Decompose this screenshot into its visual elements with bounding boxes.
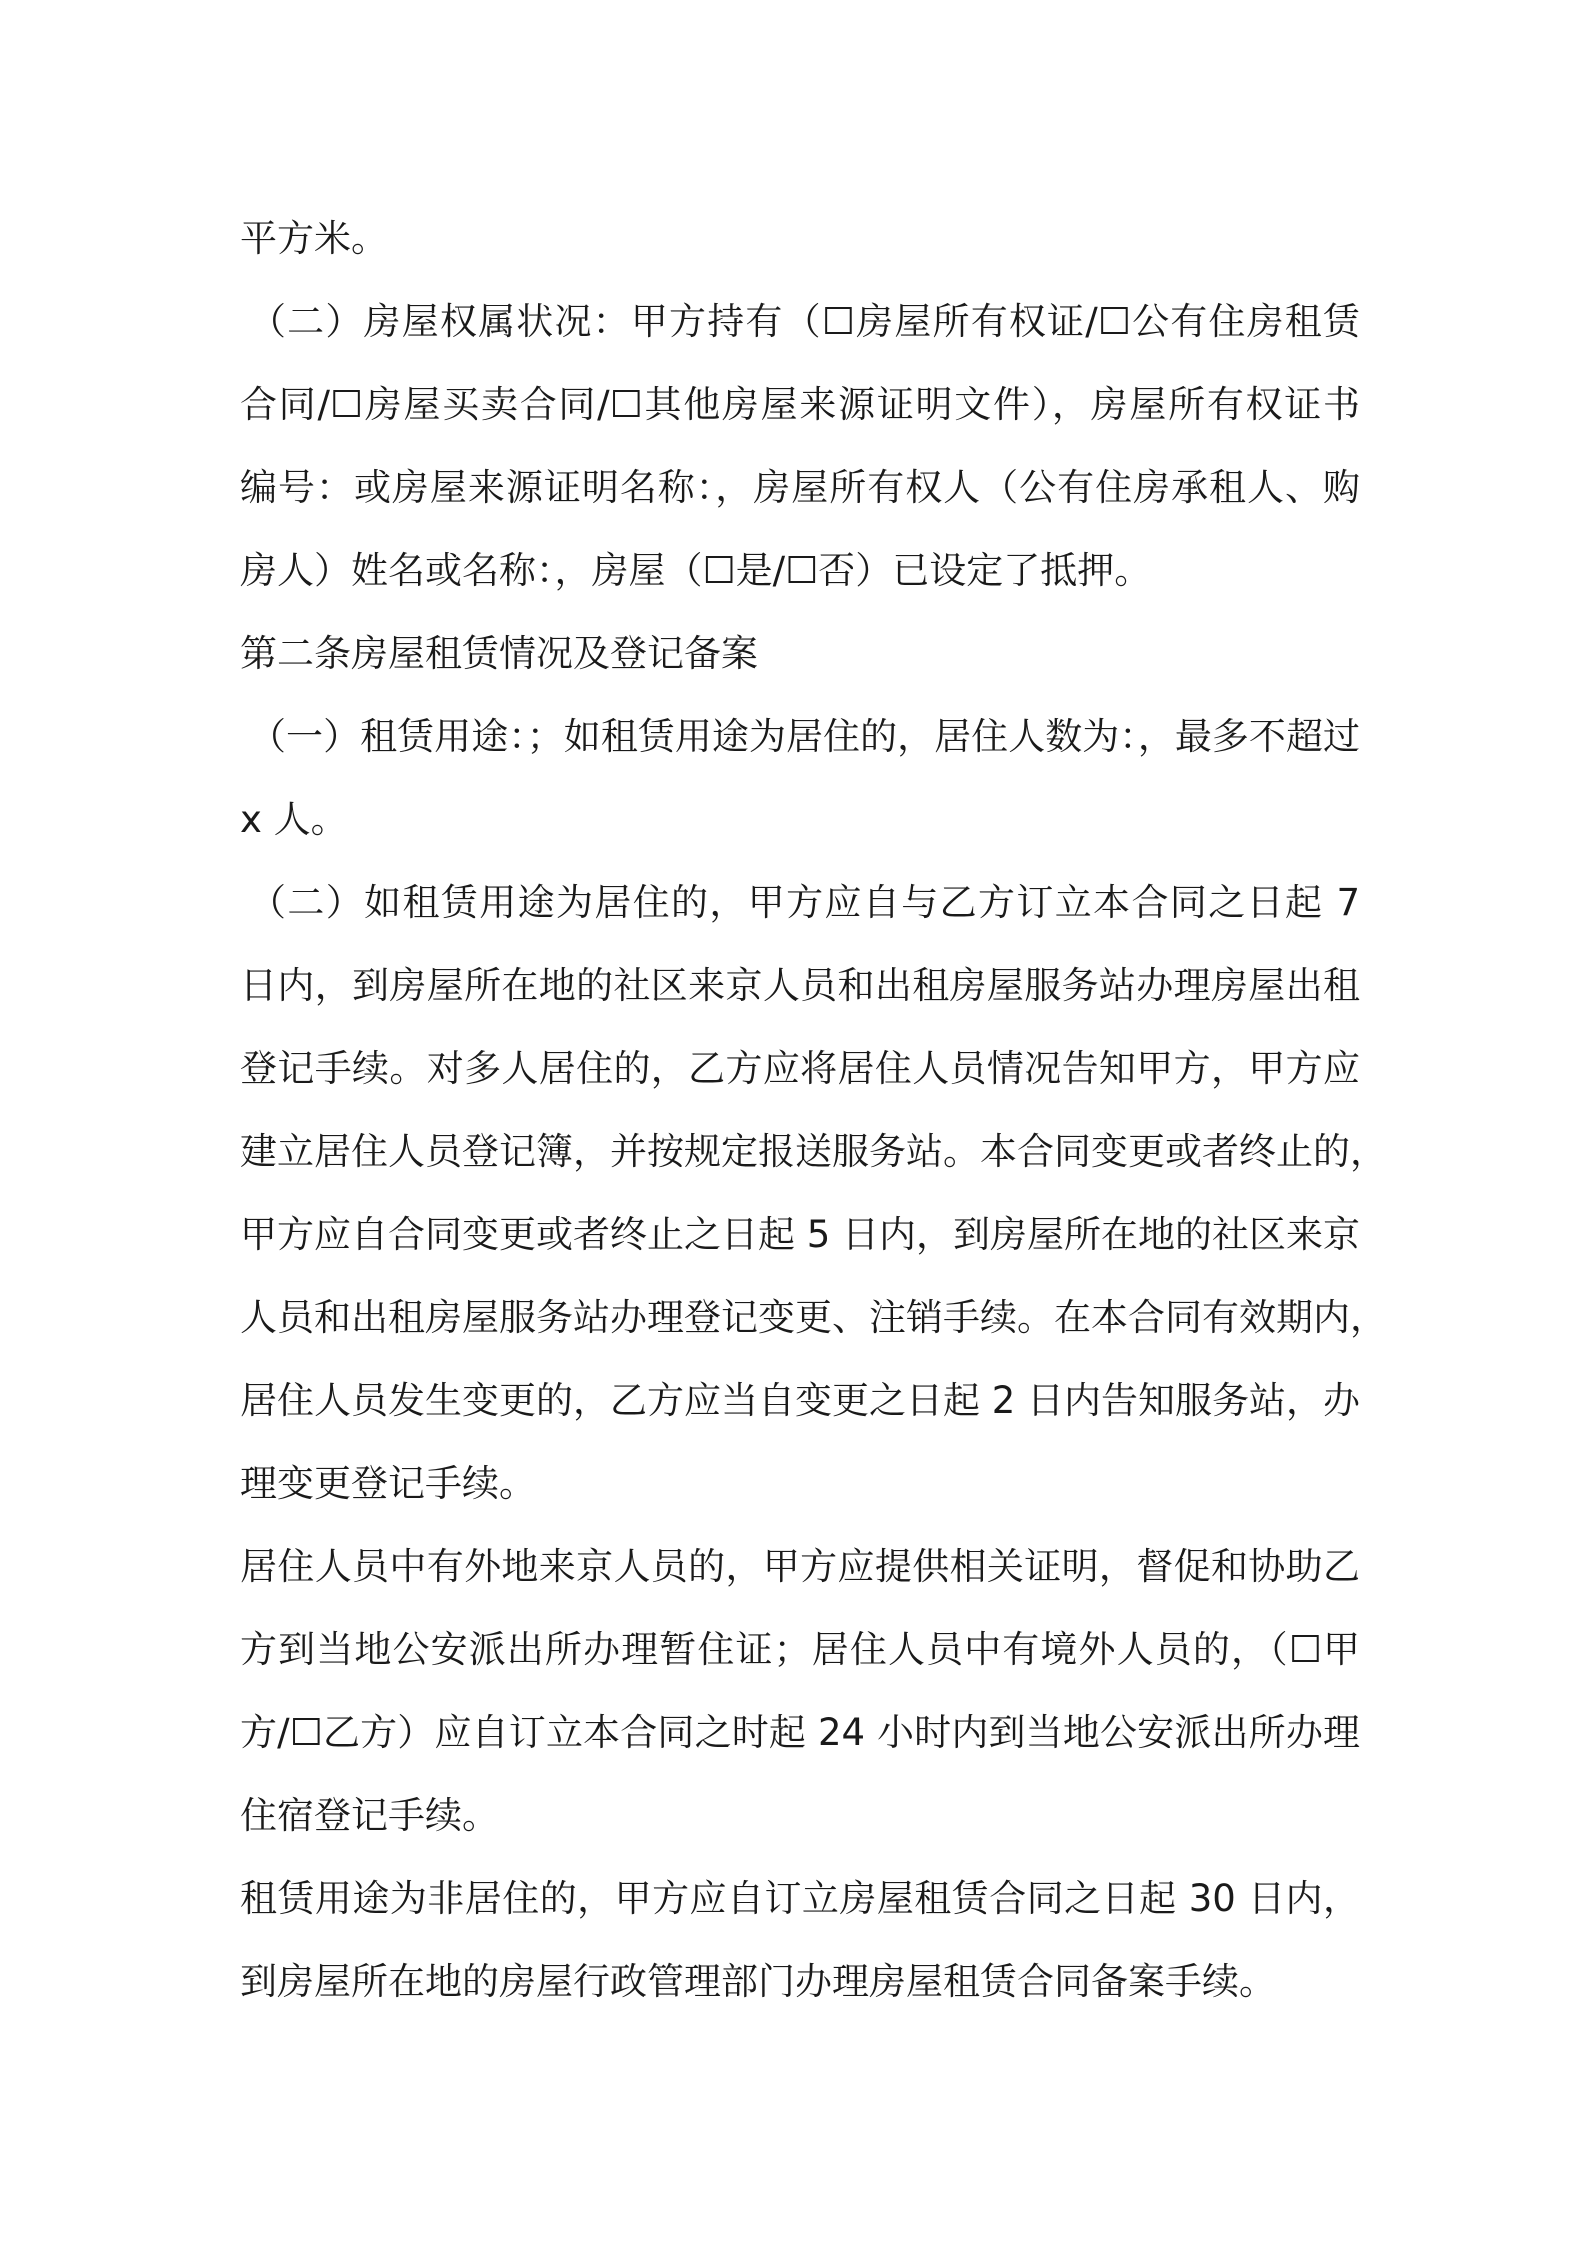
text-line: （二）房屋权属状况：甲方持有（☐房屋所有权证/☐公有住房租赁	[249, 300, 1360, 343]
text-line: 房人）姓名或名称：，房屋（☐是/☐否）已设定了抵押。	[240, 549, 1152, 592]
text-line: 甲方应自合同变更或者终止之日起 5 日内，到房屋所在地的社区来京	[240, 1213, 1361, 1256]
text-line: （二）如租赁用途为居住的，甲方应自与乙方订立本合同之日起 7	[249, 881, 1360, 924]
text-line: 居住人员发生变更的，乙方应当自变更之日起 2 日内告知服务站，办	[240, 1379, 1361, 1422]
text-line: 理变更登记手续。	[240, 1462, 536, 1505]
text-line: 方/☐乙方）应自订立本合同之时起 24 小时内到当地公安派出所办理	[240, 1711, 1360, 1754]
contract-text	[240, 197, 1387, 2023]
text-line: 租赁用途为非居住的，甲方应自订立房屋租赁合同之日起 30 日内，	[240, 1877, 1360, 1920]
text-line: 到房屋所在地的房屋行政管理部门办理房屋租赁合同备案手续。	[240, 1960, 1276, 2003]
text-line: x 人。	[240, 798, 348, 841]
text-line: 合同/☐房屋买卖合同/☐其他房屋来源证明文件），房屋所有权证书	[240, 383, 1360, 426]
text-line: 平方米。	[240, 217, 388, 260]
text-line: （一）租赁用途：；如租赁用途为居住的，居住人数为：，最多不超过	[249, 715, 1360, 758]
text-line: 方到当地公安派出所办理暂住证；居住人员中有境外人员的，（☐甲	[240, 1628, 1360, 1671]
text-line: 编号：或房屋来源证明名称：，房屋所有权人（公有住房承租人、购	[240, 466, 1360, 509]
text-line: 人员和出租房屋服务站办理登记变更、注销手续。在本合同有效期内，	[240, 1296, 1387, 1339]
text-line: 建立居住人员登记簿，并按规定报送服务站。本合同变更或者终止的，	[240, 1130, 1387, 1173]
text-line: 登记手续。对多人居住的，乙方应将居住人员情况告知甲方，甲方应	[240, 1047, 1360, 1090]
text-line: 日内，到房屋所在地的社区来京人员和出租房屋服务站办理房屋出租	[240, 964, 1360, 1007]
text-line: 住宿登记手续。	[240, 1794, 499, 1837]
text-line: 居住人员中有外地来京人员的，甲方应提供相关证明，督促和协助乙	[240, 1545, 1360, 1588]
section-heading: 第二条房屋租赁情况及登记备案	[240, 632, 758, 675]
